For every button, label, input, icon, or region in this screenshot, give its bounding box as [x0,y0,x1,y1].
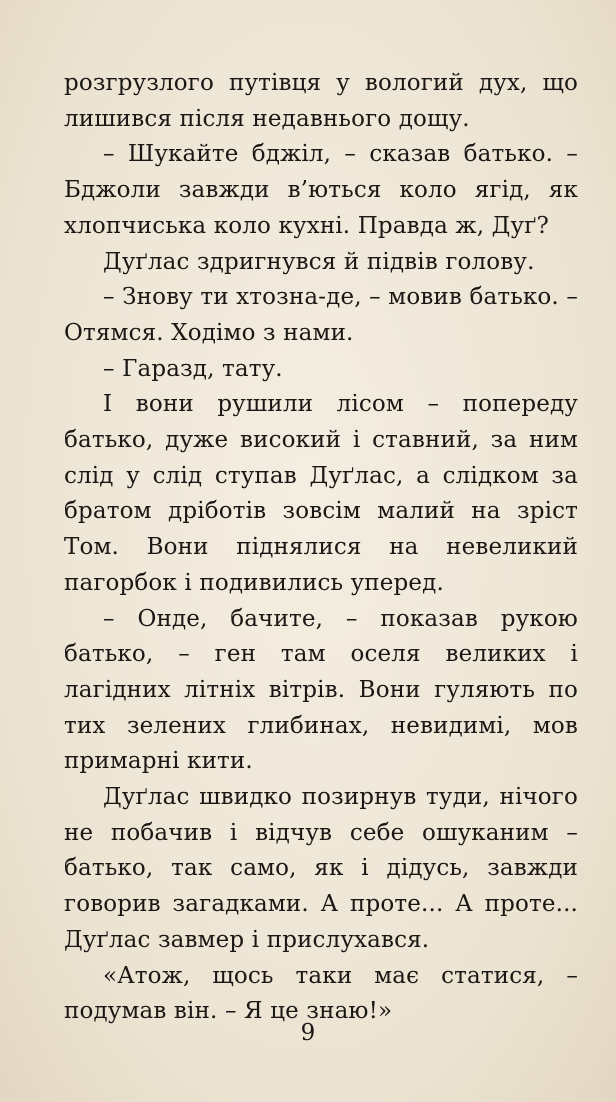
paragraph: розгрузлого путівця у вологий дух, що лишився після недавнього дощу. [64,70,578,132]
paragraph: – Онде, бачите, – показав рукою батько, – ген там оселя великих і лагідних літніх вітрів. Вони гуляють по тих зелених глибинах, невидимі, мов примарні кити. [64,605,578,775]
page-number: 9 [300,1020,316,1046]
paragraph: «Атож, щось таки має статися, – подумав він. – Я це знаю!» [64,962,578,1025]
paragraph: Дуґлас швидко позирнув туди, нічого не побачив і відчув себе ошуканим – батько, так само, як і дідусь, завжди говорив загадками. А проте... А проте... Дуґлас завмер і прислухався. [64,784,578,953]
body-text [64,66,578,1030]
paragraph: – Гаразд, тату. [103,355,283,382]
paragraph: – Шукайте бджіл, – сказав батько. – Бджоли завжди в’ються коло ягід, як хлопчиська коло кухні. Правда ж, Дуґ? [64,141,578,239]
paragraph: Дуґлас здригнувся й підвів голову. [103,248,535,275]
paragraph: І вони рушили лісом – попереду батько, дуже високий і ставний, за ним слід у слід ступав Дуґлас, а слідком за братом дріботів зовсім малий на зріст Том. Вони піднялися на невеликий пагорбок і подивились уперед. [64,391,578,596]
paragraph: – Знову ти хтозна-де, – мовив батько. – Отямся. Ходімо з нами. [64,284,578,346]
